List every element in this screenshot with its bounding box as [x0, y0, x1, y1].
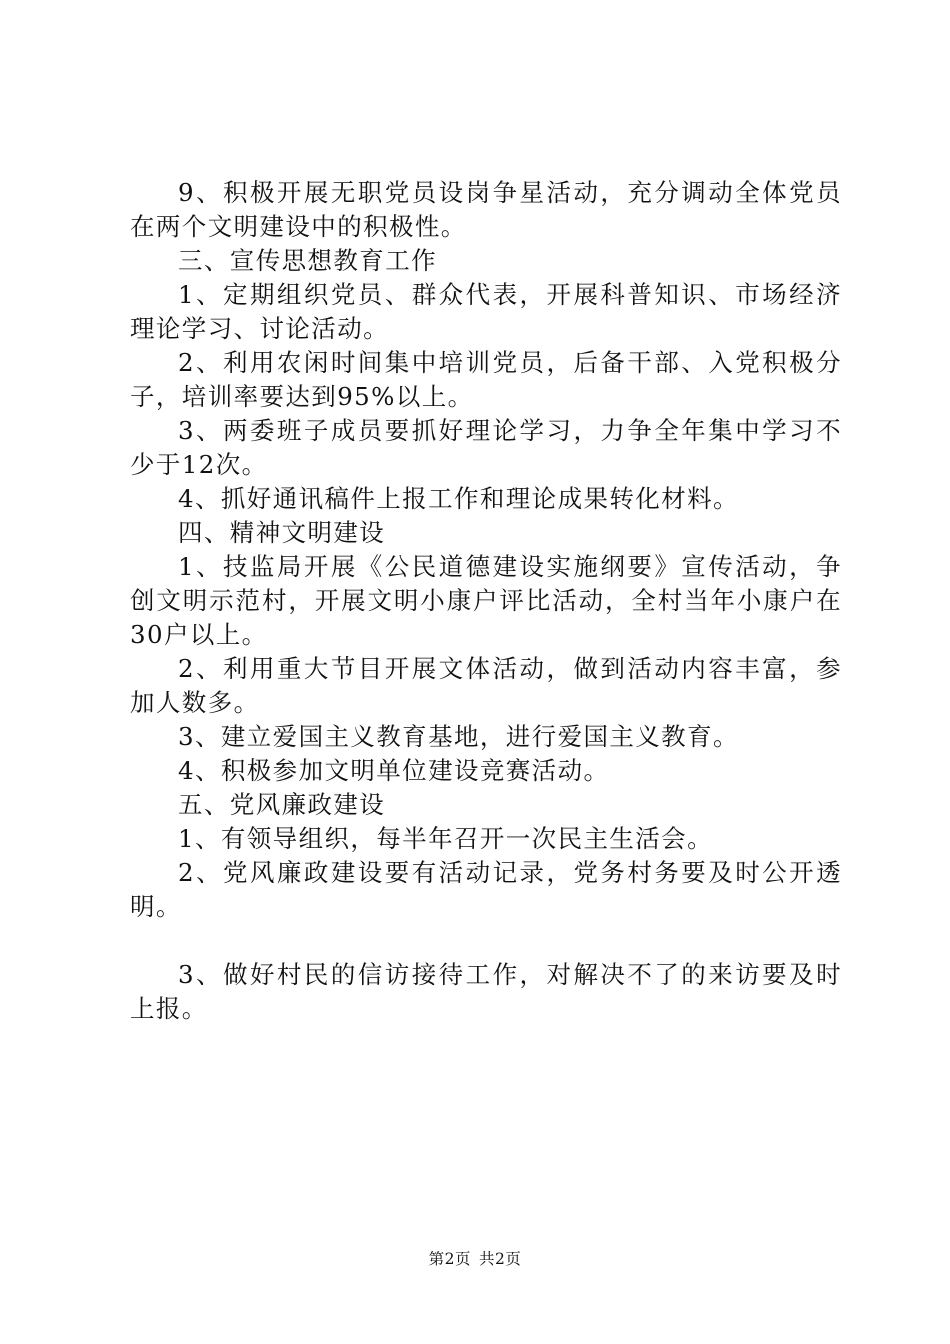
paragraph-civilization-2: 2、利用重大节目开展文体活动，做到活动内容丰富，参加人数多。 [130, 654, 842, 717]
page-number: 第2页 [428, 1250, 471, 1268]
paragraph-civilization-3: 3、建立爱国主义教育基地，进行爱国主义教育。 [178, 722, 739, 751]
section-heading-integrity: 五、党风廉政建设 [178, 790, 386, 819]
section-heading-propaganda: 三、宣传思想教育工作 [178, 246, 437, 275]
paragraph-civilization-4: 4、积极参加文明单位建设竞赛活动。 [178, 756, 610, 785]
paragraph-integrity-1: 1、有领导组织，每半年召开一次民主生活会。 [178, 824, 713, 853]
paragraph-integrity-2: 2、党风廉政建设要有活动记录，党务村务要及时公开透明。 [130, 858, 842, 921]
page-footer [0, 1247, 950, 1269]
paragraph-propaganda-1: 1、定期组织党员、群众代表，开展科普知识、市场经济理论学习、讨论活动。 [130, 280, 842, 343]
document-body [130, 176, 842, 1026]
paragraph-propaganda-3: 3、两委班子成员要抓好理论学习，力争全年集中学习不少于12次。 [130, 416, 842, 479]
page-total: 共2页 [479, 1250, 522, 1268]
paragraph-propaganda-4: 4、抓好通讯稿件上报工作和理论成果转化材料。 [178, 484, 739, 513]
section-heading-civilization: 四、精神文明建设 [178, 518, 386, 547]
paragraph-item-9: 9、积极开展无职党员设岗争星活动，充分调动全体党员在两个文明建设中的积极性。 [130, 178, 842, 241]
paragraph-civilization-1: 1、技监局开展《公民道德建设实施纲要》宣传活动，争创文明示范村，开展文明小康户评比活动，全村当年小康户在30户以上。 [130, 552, 842, 649]
paragraph-integrity-3: 3、做好村民的信访接待工作，对解决不了的来访要及时上报。 [130, 960, 842, 1023]
paragraph-propaganda-2: 2、利用农闲时间集中培训党员，后备干部、入党积极分子，培训率要达到95%以上。 [130, 348, 842, 411]
